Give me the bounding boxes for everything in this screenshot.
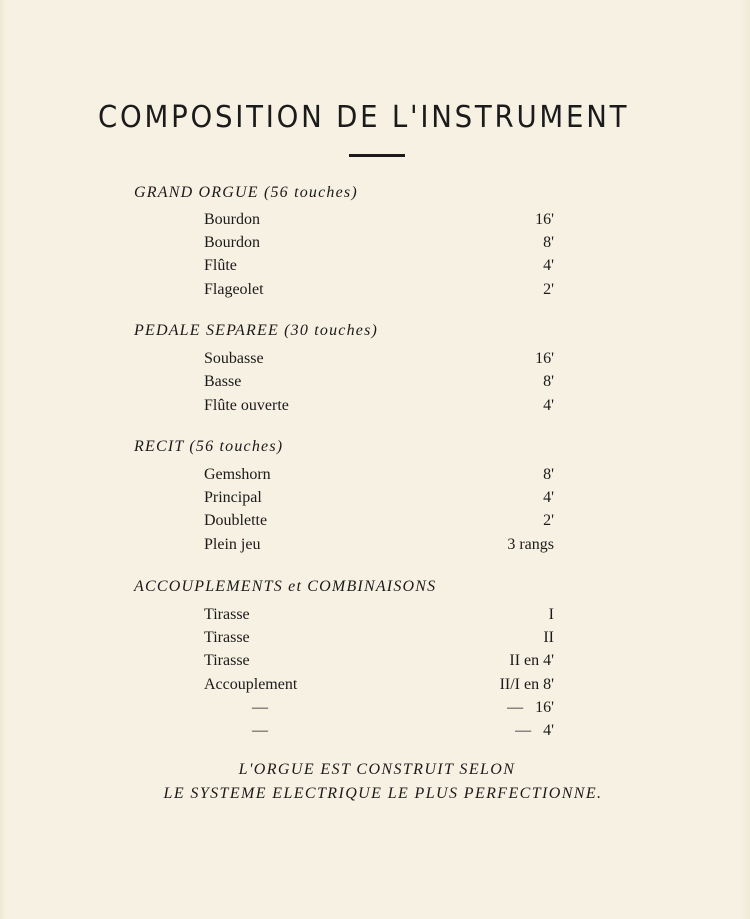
stop-row: [204, 234, 554, 254]
stop-value: II/I en 8': [499, 676, 554, 693]
stop-name: Doublette: [204, 512, 268, 529]
stop-name: Accouplement: [204, 676, 298, 693]
stop-name: Soubasse: [204, 350, 264, 367]
stop-value: II en 4': [509, 652, 554, 669]
stop-value: 4': [543, 397, 554, 414]
stop-row: [204, 629, 554, 649]
stop-row: [204, 350, 554, 370]
stop-name: Basse: [204, 373, 242, 390]
stop-name: Bourdon: [204, 211, 260, 228]
stop-name: Flûte ouverte: [204, 397, 289, 414]
stop-row: [204, 722, 554, 742]
footer-line-1: L'ORGUE EST CONSTRUIT SELON: [238, 761, 516, 778]
stop-value: 2': [543, 281, 554, 298]
stop-row: [204, 699, 554, 719]
stop-value: I: [548, 606, 554, 623]
stop-row: [204, 373, 554, 393]
stop-value: 2': [543, 512, 554, 529]
stop-name: Tirasse: [204, 606, 250, 623]
stop-row: [204, 281, 554, 301]
stop-name: Flûte: [204, 257, 237, 274]
stop-row: [204, 211, 554, 231]
title-underline: [349, 154, 405, 157]
stop-value: 16': [535, 211, 554, 228]
stop-row: [204, 536, 554, 556]
stop-name: Flageolet: [204, 281, 264, 298]
stop-value: 8': [543, 234, 554, 251]
stop-row: [204, 397, 554, 417]
stop-name: —: [252, 699, 268, 716]
stop-row: [204, 257, 554, 277]
section-heading-grand-orgue: GRAND ORGUE (56 touches): [134, 184, 358, 201]
stop-name: Plein jeu: [204, 536, 261, 553]
stop-value: 8': [543, 466, 554, 483]
stop-name: —: [252, 722, 268, 739]
stop-row: [204, 489, 554, 509]
stop-name: Gemshorn: [204, 466, 271, 483]
section-heading-accouplements: ACCOUPLEMENTS et COMBINAISONS: [134, 578, 437, 595]
stop-value: II: [543, 629, 554, 646]
stop-row: [204, 512, 554, 532]
section-heading-pedale: PEDALE SEPAREE (30 touches): [134, 322, 379, 339]
stop-row: [204, 652, 554, 672]
stop-value: 8': [543, 373, 554, 390]
section-heading-recit: RECIT (56 touches): [134, 438, 284, 455]
stop-value: 4': [543, 489, 554, 506]
stop-name: Tirasse: [204, 629, 250, 646]
stop-value: 4': [543, 257, 554, 274]
stop-row: [204, 466, 554, 486]
stop-value: 3 rangs: [507, 536, 554, 553]
stop-name: Bourdon: [204, 234, 260, 251]
stop-row: [204, 676, 554, 696]
footer-line-2: LE SYSTEME ELECTRIQUE LE PLUS PERFECTIONNE.: [163, 785, 603, 802]
stop-name: Tirasse: [204, 652, 250, 669]
stop-value: — 16': [507, 699, 554, 716]
stop-row: [204, 606, 554, 626]
page-title: COMPOSITION DE L'INSTRUMENT: [98, 100, 630, 135]
stop-value: 16': [535, 350, 554, 367]
stop-name: Principal: [204, 489, 262, 506]
stop-value: — 4': [515, 722, 554, 739]
